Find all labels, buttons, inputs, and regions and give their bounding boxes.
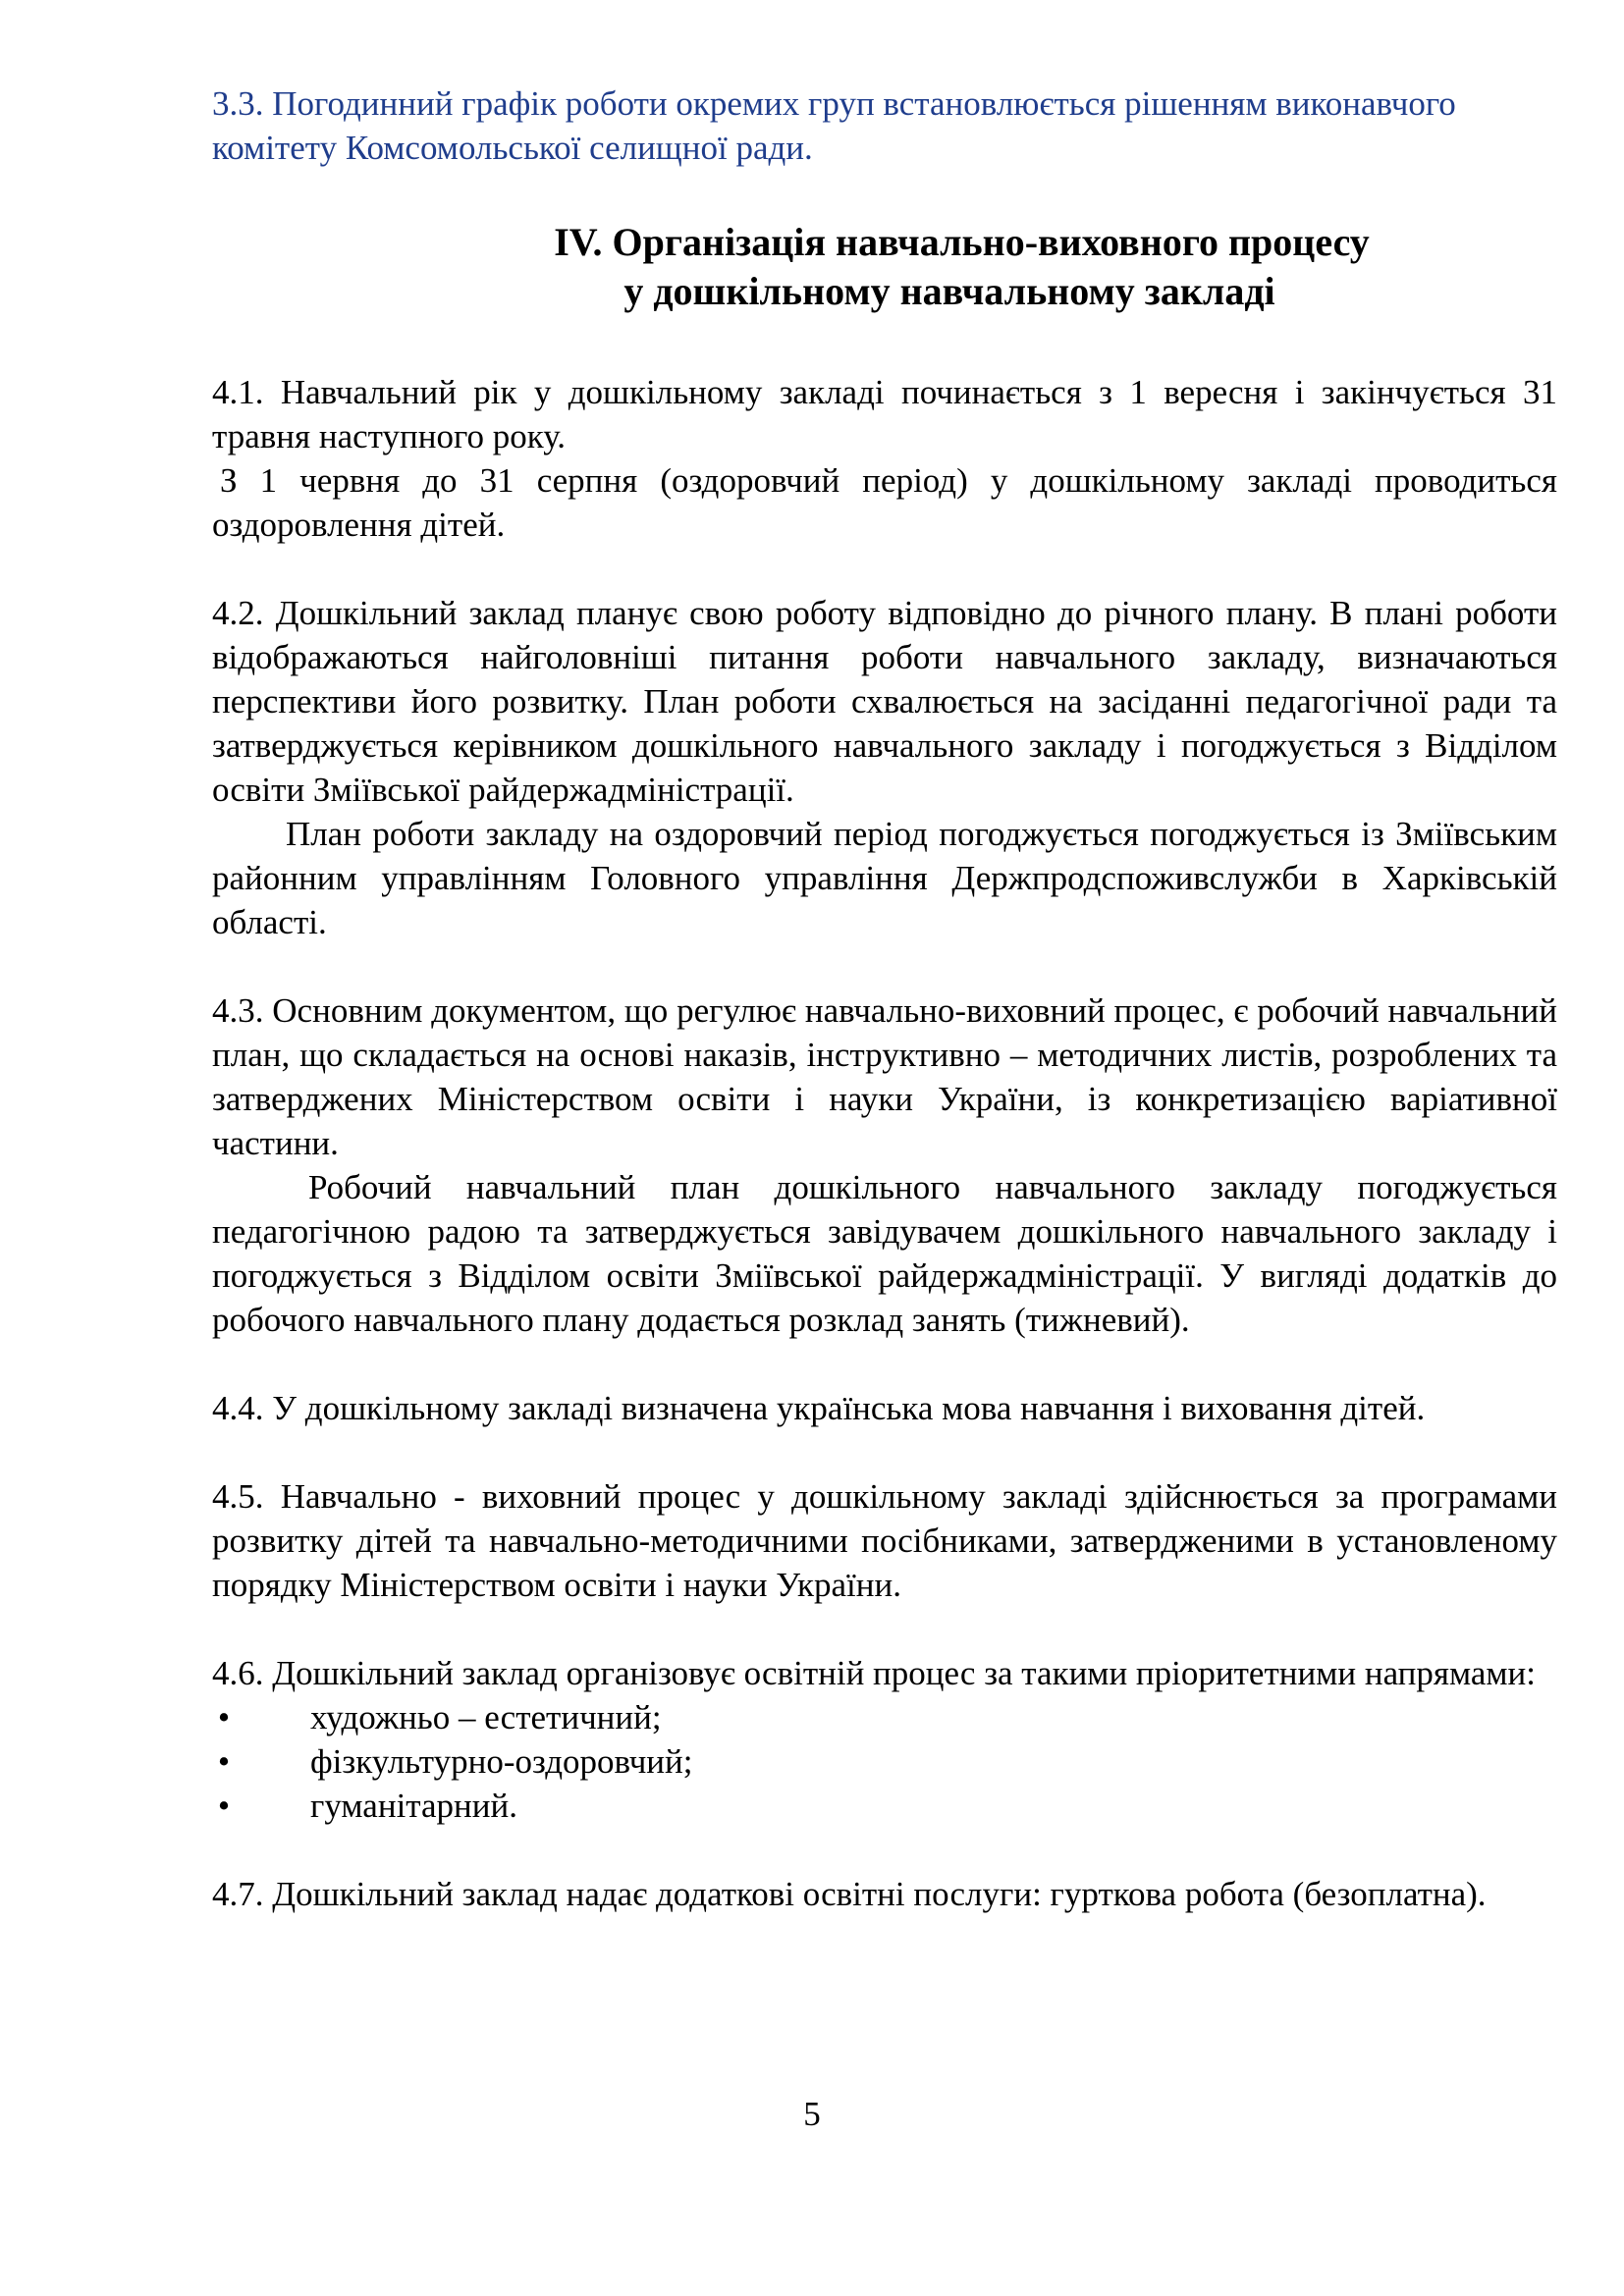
paragraph-4-2: 4.2. Дошкільний заклад планує свою роботу відповідно до річного плану. В плані роботи відображаються найголовніші питання роботи навчального закладу, визначаються перспективи його розвитку. План роботи схвалюється на засіданні педагогічної ради та затверджується керівником дошкільного навчального закладу і погоджується з Відділом освіти Зміївської райдержадміністрації. (212, 594, 1557, 809)
list-item (212, 1784, 1557, 1828)
list-item-text: фізкультурно-оздоровчий; (310, 1742, 693, 1781)
list-item-text: художньо – естетичний; (310, 1698, 662, 1736)
page-number: 5 (803, 2095, 821, 2133)
bullet-icon: • (217, 1742, 231, 1781)
section-heading (0, 218, 1624, 316)
list-item (212, 1739, 1557, 1784)
list-item (212, 1695, 1557, 1739)
paragraph-4-6: 4.6. Дошкільний заклад організовує освітній процес за такими пріоритетними напрямами: (212, 1654, 1537, 1692)
heading-line-1: IV. Організація навчально-виховного процесу (554, 220, 1370, 264)
paragraph-4-3: 4.3. Основним документом, що регулює навчально-виховний процес, є робочий навчальний план, що складається на основі наказів, інструктивно – методичних листів, розроблених та затверджених Міністерством освіти і науки України, із конкретизацією варіативної частини. (212, 991, 1557, 1162)
bullet-icon: • (217, 1787, 231, 1825)
paragraph-4-5: 4.5. Навчально - виховний процес у дошкільному закладі здійснюється за програмами розвитку дітей та навчально-методичними посібниками, затвердженими в установленому порядку Міністерством освіти і науки України. (212, 1477, 1557, 1604)
heading-line-2: у дошкільному навчальному закладі (623, 269, 1275, 313)
list-item-text: гуманітарний. (310, 1787, 517, 1825)
paragraph-4-1-summer: З 1 червня до 31 серпня (оздоровчий період) у дошкільному закладі проводиться оздоровлення дітей. (212, 461, 1557, 544)
paragraph-4-2-summer-plan: План роботи закладу на оздоровчий період погоджується погоджується із Зміївським районним управлінням Головного управління Держпродспоживслужби в Харківській області. (212, 815, 1557, 941)
paragraph-4-1: 4.1. Навчальний рік у дошкільному закладі починається з 1 вересня і закінчується 31 травня наступного року. (212, 373, 1557, 455)
paragraph-4-7: 4.7. Дошкільний заклад надає додаткові освітні послуги: гурткова робота (безоплатна). (212, 1875, 1487, 1913)
bullet-icon: • (217, 1698, 231, 1736)
paragraph-4-4: 4.4. У дошкільному закладі визначена українська мова навчання і виховання дітей. (212, 1389, 1426, 1427)
document-body (212, 370, 1557, 1916)
priority-directions-list (212, 1695, 1557, 1828)
intro-paragraph: 3.3. Погодинний графік роботи окремих груп встановлюється рішенням виконавчого комітету Комсомольської селищної ради. (212, 84, 1456, 167)
paragraph-4-3-curriculum: Робочий навчальний план дошкільного навчального закладу погоджується педагогічною радою та затверджується завідувачем дошкільного навчального закладу і погоджується з Відділом освіти Зміївської райдержадміністрації. У вигляді додатків до робочого навчального плану додається розклад занять (тижневий). (212, 1168, 1557, 1339)
